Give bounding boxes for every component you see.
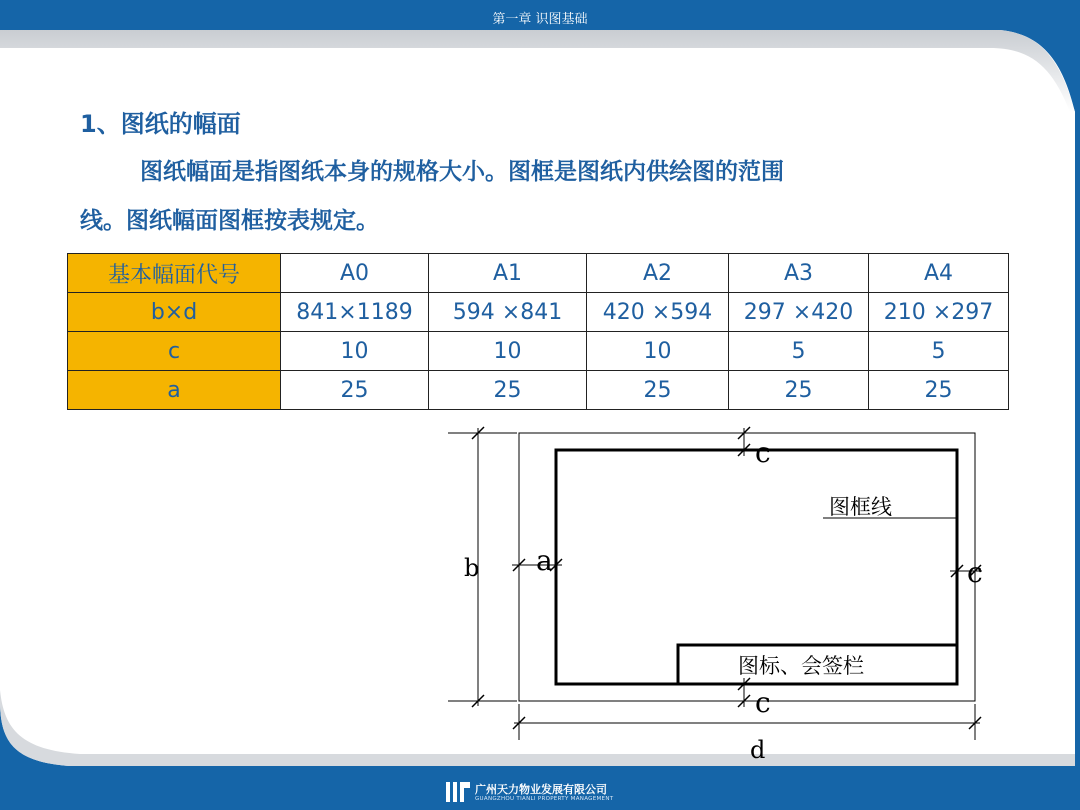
table-cell: 25 <box>429 371 587 410</box>
table-cell: 25 <box>281 371 429 410</box>
label-c-bottom: c <box>755 686 771 719</box>
title-block-label: 图标、会签栏 <box>738 654 864 678</box>
table-cell: A3 <box>729 254 869 293</box>
drawing-frame <box>556 450 957 684</box>
company-logo-icon <box>444 778 472 806</box>
section-heading: 1、图纸的幅面 <box>80 110 241 138</box>
table-row-header: a <box>68 371 281 410</box>
label-d: d <box>750 736 766 764</box>
company-name: 广州天力物业发展有限公司 <box>475 783 607 796</box>
table-cell: 25 <box>729 371 869 410</box>
table-row-header: 基本幅面代号 <box>68 254 281 293</box>
table-cell: 25 <box>869 371 1009 410</box>
paper-size-table <box>67 253 1009 410</box>
table-row <box>68 332 1009 371</box>
frame-line-label: 图框线 <box>829 495 892 519</box>
table-cell: 10 <box>587 332 729 371</box>
table-cell: 25 <box>587 371 729 410</box>
table-row <box>68 371 1009 410</box>
label-b: b <box>464 554 480 582</box>
table-cell: 5 <box>729 332 869 371</box>
label-a: a <box>536 544 553 577</box>
table-cell: A0 <box>281 254 429 293</box>
table-cell: 297 ×420 <box>729 293 869 332</box>
table-cell: 594 ×841 <box>429 293 587 332</box>
frame-diagram <box>440 420 1000 770</box>
table-row-header: b×d <box>68 293 281 332</box>
paragraph-line-2: 线。图纸幅面图框按表规定。 <box>80 208 379 234</box>
table-row <box>68 293 1009 332</box>
table-cell: 5 <box>869 332 1009 371</box>
chapter-title: 第一章 识图基础 <box>492 12 588 27</box>
table-cell: A4 <box>869 254 1009 293</box>
paragraph-line-1: 图纸幅面是指图纸本身的规格大小。图框是图纸内供绘图的范围 <box>140 159 784 185</box>
table-cell: 10 <box>429 332 587 371</box>
table-row-header: c <box>68 332 281 371</box>
table-row <box>68 254 1009 293</box>
table-cell: A2 <box>587 254 729 293</box>
table-cell: 420 ×594 <box>587 293 729 332</box>
table-cell: 210 ×297 <box>869 293 1009 332</box>
label-c-top: c <box>755 436 771 469</box>
company-english-name: GUANGZHOU TIANLI PROPERTY MANAGEMENT <box>475 796 614 802</box>
table-cell: 10 <box>281 332 429 371</box>
header-shadow <box>0 30 1075 112</box>
table-cell: 841×1189 <box>281 293 429 332</box>
label-c-right: c <box>967 556 983 589</box>
table-cell: A1 <box>429 254 587 293</box>
